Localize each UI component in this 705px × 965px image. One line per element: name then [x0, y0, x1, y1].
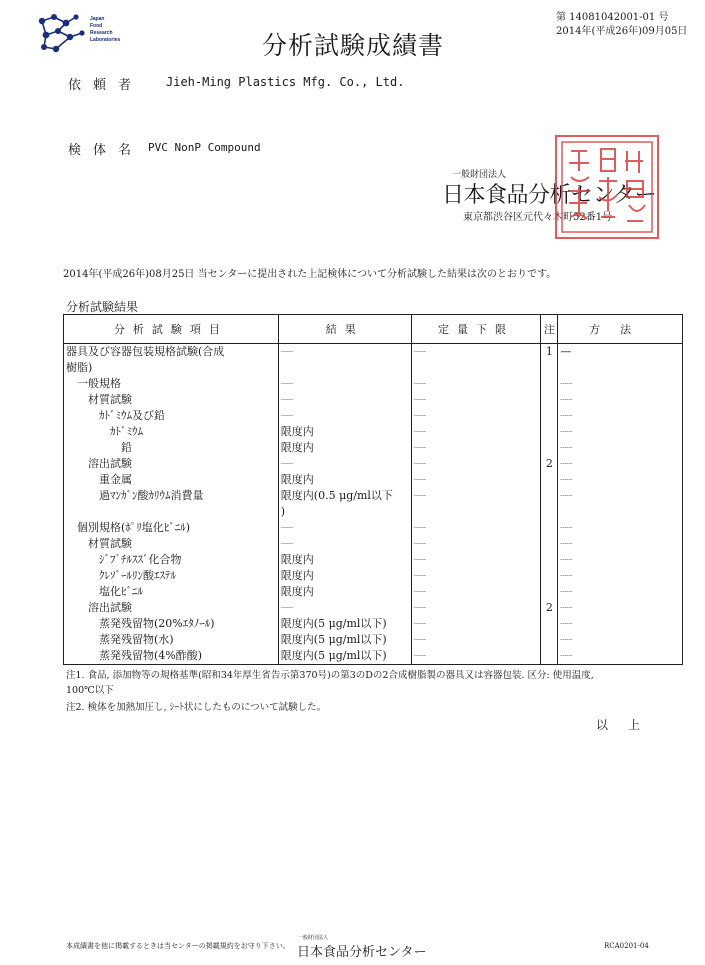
footer-issuer-name: 日本食品分析センター — [297, 945, 427, 960]
cell-limit — [411, 504, 541, 520]
cell-result: 限度内(5 μg/ml以下) — [278, 648, 411, 665]
cell-method: ------ — [558, 536, 683, 552]
cell-limit: ------ — [411, 584, 541, 600]
cell-item: 個別規格(ﾎﾟﾘ塩化ﾋﾞﾆﾙ) — [64, 520, 279, 536]
cell-limit: ------ — [411, 392, 541, 408]
cell-limit: ------ — [411, 376, 541, 392]
cell-result: 限度内 — [278, 568, 411, 584]
cell-limit: ------ — [411, 344, 541, 361]
cell-limit: ------ — [411, 632, 541, 648]
issue-date: 2014年(平成26年)09月05日 — [556, 26, 688, 37]
cell-method: ------ — [558, 488, 683, 504]
sample-name: PVC NonP Compound — [148, 141, 261, 154]
official-seal-stamp — [555, 135, 659, 239]
table-row — [64, 360, 683, 376]
cell-item: 蒸発残留物(20%ｴﾀﾉｰﾙ) — [64, 616, 279, 632]
cell-item: ｼﾞﾌﾞﾁﾙｽｽﾞ化合物 — [64, 552, 279, 568]
logo-line: Laboratories — [90, 37, 121, 43]
cell-method: ------ — [558, 472, 683, 488]
cell-method: ------ — [558, 408, 683, 424]
table-row — [64, 472, 683, 488]
note-1-line: 100℃以下 — [66, 685, 114, 696]
cell-method: ------ — [558, 552, 683, 568]
cell-note — [541, 392, 558, 408]
cell-item — [64, 504, 279, 520]
client-name: Jieh-Ming Plastics Mfg. Co., Ltd. — [166, 75, 405, 89]
cell-item: ｸﾚｿﾞｰﾙﾘﾝ酸ｴｽﾃﾙ — [64, 568, 279, 584]
table-row — [64, 344, 683, 361]
cell-result: ------ — [278, 408, 411, 424]
table-header-row — [64, 315, 683, 344]
section-title: 分析試験結果 — [66, 300, 139, 314]
cell-note — [541, 504, 558, 520]
cell-limit: ------ — [411, 648, 541, 665]
intro-text: 2014年(平成26年)08月25日 当センターに提出された上記検体について分析試験した結果は次のとおりです。 — [63, 269, 557, 280]
sample-label: 検体名 — [68, 143, 144, 158]
cell-note — [541, 536, 558, 552]
column-header: 結果 — [278, 315, 411, 344]
table-row — [64, 376, 683, 392]
cell-note — [541, 360, 558, 376]
cell-result: ------ — [278, 392, 411, 408]
cell-method: ------ — [558, 568, 683, 584]
logo-text — [90, 16, 120, 44]
cell-item: 過ﾏﾝｶﾞﾝ酸ｶﾘｳﾑ消費量 — [64, 488, 279, 504]
cell-result: 限度内 — [278, 440, 411, 456]
cell-limit: ------ — [411, 616, 541, 632]
cell-item: 樹脂) — [64, 360, 279, 376]
cell-item: 一般規格 — [64, 376, 279, 392]
cell-method: ------ — [558, 456, 683, 472]
issuer-name: 日本食品分析センター — [442, 183, 657, 208]
table-row — [64, 392, 683, 408]
cell-note — [541, 424, 558, 440]
cell-item: 蒸発残留物(水) — [64, 632, 279, 648]
form-code: RCA0201-04 — [604, 942, 649, 950]
cell-method: ------ — [558, 632, 683, 648]
table-row — [64, 552, 683, 568]
cell-limit: ------ — [411, 488, 541, 504]
cell-item: 器具及び容器包装規格試験(合成 — [64, 344, 279, 361]
cell-result: 限度内(5 μg/ml以下) — [278, 632, 411, 648]
document-number-block — [556, 11, 687, 39]
cell-method: ------ — [558, 616, 683, 632]
results-table — [63, 314, 683, 665]
cell-limit: ------ — [411, 552, 541, 568]
cell-item: 鉛 — [64, 440, 279, 456]
cell-result: 限度内 — [278, 424, 411, 440]
footer-issuer-prefix: 一般財団法人 — [298, 935, 329, 941]
cell-item: 溶出試験 — [64, 456, 279, 472]
page-title: 分析試験成績書 — [262, 31, 445, 60]
cell-limit: ------ — [411, 568, 541, 584]
cell-result: 限度内 — [278, 472, 411, 488]
cell-limit: ------ — [411, 424, 541, 440]
client-label: 依頼者 — [68, 78, 144, 93]
cell-limit: ------ — [411, 408, 541, 424]
seal-icon — [557, 137, 657, 237]
table-row — [64, 520, 683, 536]
cell-note — [541, 488, 558, 504]
cell-method — [558, 360, 683, 376]
cell-result: ------ — [278, 536, 411, 552]
cell-limit: ------ — [411, 440, 541, 456]
cell-note — [541, 568, 558, 584]
cell-limit — [411, 360, 541, 376]
table-row — [64, 488, 683, 504]
footer-disclaimer: 本成績書を他に掲載するときは当センターの掲載規約をお守り下さい。 — [66, 942, 290, 950]
cell-limit: ------ — [411, 520, 541, 536]
cell-item: 蒸発残留物(4%酢酸) — [64, 648, 279, 665]
column-header: 定量下限 — [411, 315, 541, 344]
cell-result: ------ — [278, 456, 411, 472]
cell-method — [558, 504, 683, 520]
table-row — [64, 584, 683, 600]
cell-note — [541, 472, 558, 488]
table-row — [64, 568, 683, 584]
cell-limit: ------ — [411, 472, 541, 488]
cell-note — [541, 584, 558, 600]
cell-note: 1 — [541, 344, 558, 361]
cell-note — [541, 520, 558, 536]
cell-method: ------ — [558, 648, 683, 665]
jfrl-logo — [36, 13, 126, 55]
cell-note — [541, 632, 558, 648]
cell-method: — — [558, 344, 683, 361]
document-number: 第 14081042001-01 号 — [556, 12, 669, 23]
cell-result — [278, 360, 411, 376]
molecule-logo-icon — [36, 13, 88, 55]
cell-item: 塩化ﾋﾞﾆﾙ — [64, 584, 279, 600]
cell-item: 重金属 — [64, 472, 279, 488]
cell-method: ------ — [558, 440, 683, 456]
cell-note — [541, 552, 558, 568]
cell-method: ------ — [558, 520, 683, 536]
table-row — [64, 616, 683, 632]
cell-item: 材質試験 — [64, 392, 279, 408]
cell-method: ------ — [558, 584, 683, 600]
table-row — [64, 456, 683, 472]
note-2: 注2. 検体を加熱加圧し, ｼｰﾄ状にしたものについて試験した。 — [66, 702, 327, 713]
column-header: 注 — [541, 315, 558, 344]
cell-result: 限度内 — [278, 552, 411, 568]
issuer-prefix: 一般財団法人 — [452, 170, 507, 180]
cell-note — [541, 616, 558, 632]
cell-note: 2 — [541, 600, 558, 616]
logo-line: Food — [90, 23, 103, 29]
cell-result: ------ — [278, 600, 411, 616]
table-row — [64, 504, 683, 520]
cell-limit: ------ — [411, 600, 541, 616]
cell-method: ------ — [558, 600, 683, 616]
cell-result: 限度内 — [278, 584, 411, 600]
logo-line: Research — [90, 30, 113, 36]
logo-line: Japan — [90, 16, 105, 22]
column-header: 方法 — [558, 315, 683, 344]
cell-note: 2 — [541, 456, 558, 472]
cell-item: ｶﾄﾞﾐｳﾑ — [64, 424, 279, 440]
table-row — [64, 600, 683, 616]
table-row — [64, 424, 683, 440]
table-row — [64, 648, 683, 665]
table-row — [64, 632, 683, 648]
cell-result: ) — [278, 504, 411, 520]
cell-limit: ------ — [411, 456, 541, 472]
note-1 — [66, 668, 594, 698]
cell-result: 限度内(0.5 μg/ml以下 — [278, 488, 411, 504]
table-row — [64, 440, 683, 456]
cell-method: ------ — [558, 376, 683, 392]
table-row — [64, 408, 683, 424]
note-1-line: 注1. 食品, 添加物等の規格基準(昭和34年厚生省告示第370号)の第3のDの2合成樹脂製の器具又は容器包装. 区分: 使用温度, — [66, 670, 594, 681]
cell-method: ------ — [558, 392, 683, 408]
column-header: 分析試験項目 — [64, 315, 279, 344]
cell-result: ------ — [278, 376, 411, 392]
cell-result: 限度内(5 μg/ml以下) — [278, 616, 411, 632]
cell-result: ------ — [278, 520, 411, 536]
cell-limit: ------ — [411, 536, 541, 552]
cell-result: ------ — [278, 344, 411, 361]
cell-note — [541, 376, 558, 392]
cell-item: ｶﾄﾞﾐｳﾑ及び鉛 — [64, 408, 279, 424]
table-row — [64, 536, 683, 552]
cell-method: ------ — [558, 424, 683, 440]
cell-item: 材質試験 — [64, 536, 279, 552]
cell-item: 溶出試験 — [64, 600, 279, 616]
cell-note — [541, 648, 558, 665]
end-mark: 以 上 — [596, 718, 645, 732]
cell-note — [541, 440, 558, 456]
issuer-address: 東京都渋谷区元代々木町52番1号 — [463, 212, 613, 223]
cell-note — [541, 408, 558, 424]
